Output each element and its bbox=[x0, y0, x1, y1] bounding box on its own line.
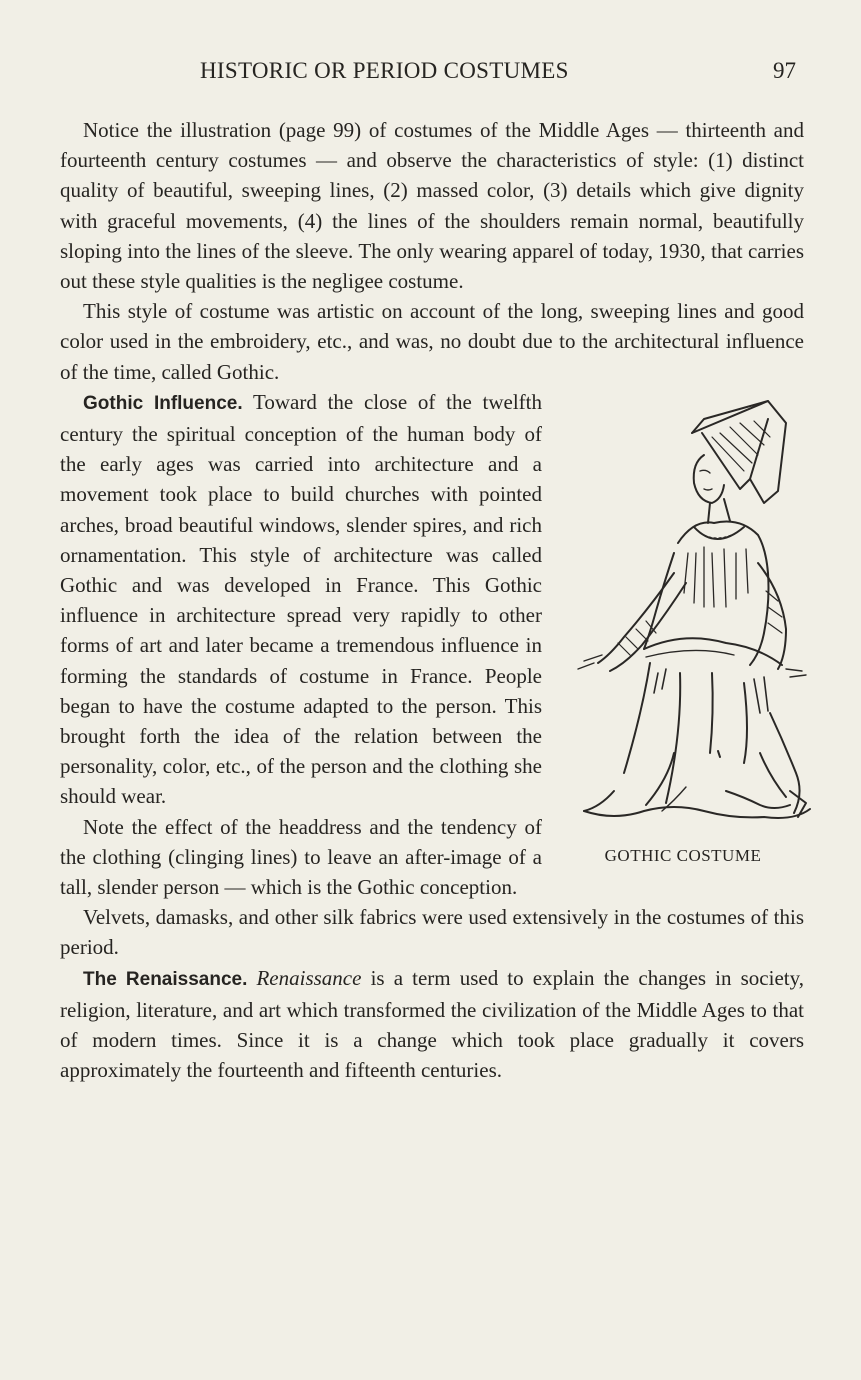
running-title: HISTORIC OR PERIOD COSTUMES bbox=[200, 58, 569, 83]
gothic-costume-figure bbox=[554, 393, 812, 869]
paragraph-illustration-notice: Notice the illustration (page 99) of costumes of the Middle Ages — thirteenth and fourteenth century costumes — and observe the characteristics of style: (1) distinct quality of beautiful, sweeping lines, (2) massed color, (3) details which give dignity with graceful movements, (4) the lines of the shoulders remain normal, beautifully sloping into the lines of the sleeve. The only wearing apparel of today, 1930, that carries out these style qualities is the negligee costume. bbox=[60, 118, 804, 294]
paragraph-gothic-style: This style of costume was artistic on account of the long, sweeping lines and good color used in the embroidery, etc., and was, no doubt due to the architectural influence of the time, called Gothic. bbox=[60, 299, 804, 384]
page-body bbox=[60, 115, 804, 1086]
paragraph-renaissance bbox=[60, 963, 804, 1086]
page-number: 97 bbox=[773, 58, 796, 83]
section-heading-gothic-influence: Gothic Influence. bbox=[83, 392, 243, 414]
gothic-costume-illustration-icon bbox=[554, 393, 812, 833]
figure-caption: GOTHIC COSTUME bbox=[604, 845, 762, 865]
section-heading-renaissance: The Renaissance. bbox=[83, 968, 248, 990]
paragraph-headdress-effect: Note the effect of the headdress and the tendency of the clothing (clinging lines) to leave an after-image of a tall, slender person — which is the Gothic conception. bbox=[60, 814, 542, 900]
renaissance-text: is a term used to explain the changes in society, religion, literature, and art which transformed the civilization of the Middle Ages to that of modern times. Since it is a change which took place gradually it covers approximately the fourteenth and fifteenth centuries. bbox=[60, 965, 804, 1083]
paragraph-fabrics: Velvets, damasks, and other silk fabrics were used extensively in the costumes of this period. bbox=[60, 905, 804, 960]
running-header bbox=[0, 58, 861, 94]
renaissance-term: Renaissance bbox=[256, 965, 362, 990]
gothic-influence-text: Toward the close of the twelfth century the spiritual conception of the human body of the early ages was carried into architecture and a movement took place to build churches with pointed arches, broad beautiful windows, slender spires, and rich ornamentation. This style of architecture was called Gothic and was developed in France. This Gothic influence in architecture spread very rapidly to other forms of art and later became a tremendous influence in forming the standards of costume in France. People began to have the costume adapted to the person. This brought forth the idea of the relation between the personality, color, etc., of the person and the clothing she should wear. bbox=[60, 389, 543, 809]
